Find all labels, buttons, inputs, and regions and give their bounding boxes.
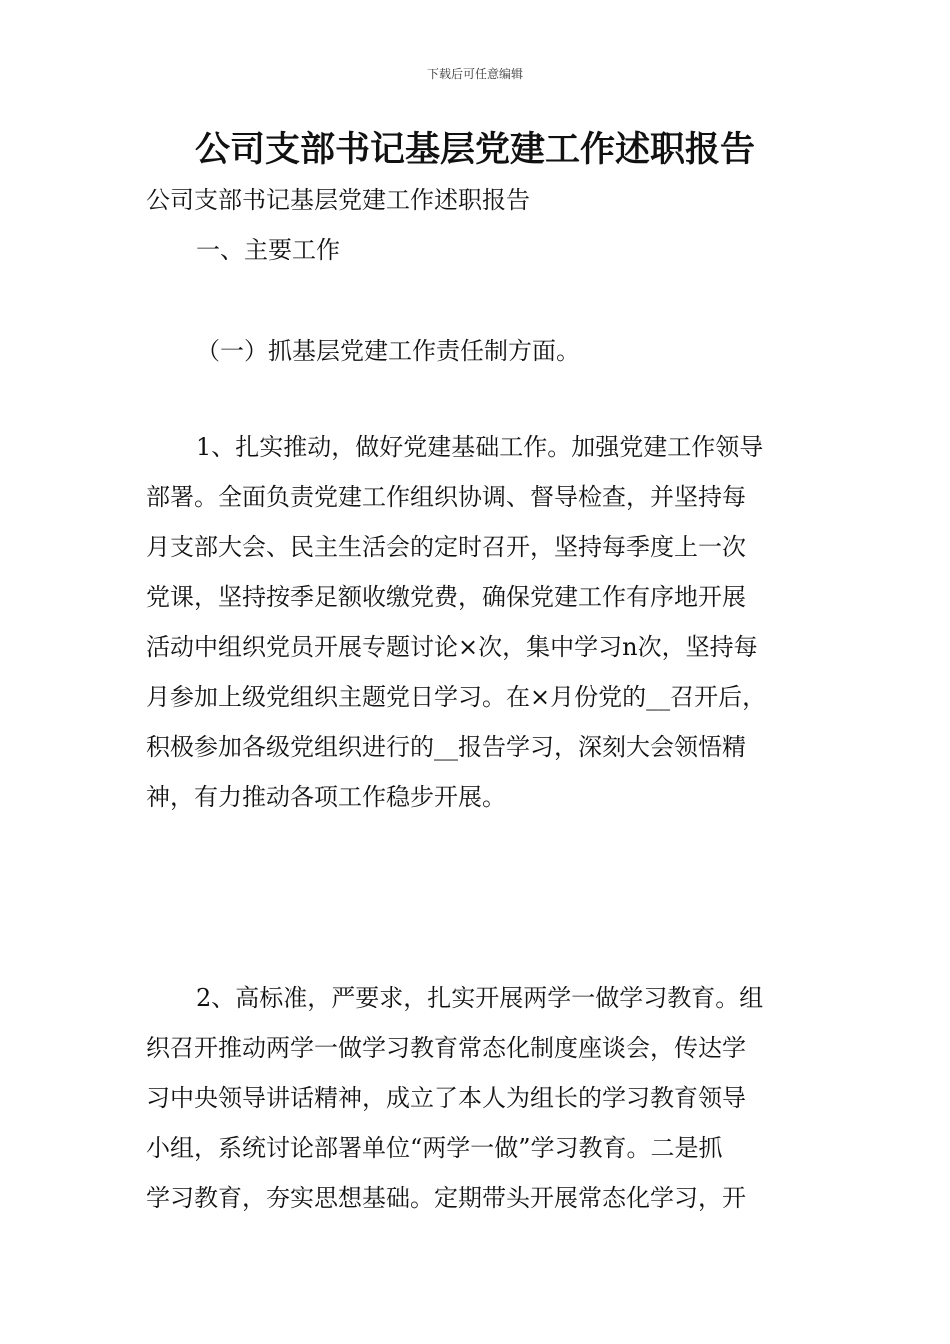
paragraph-line: 月支部大会、民主生活会的定时召开，坚持每季度上一次 <box>146 533 746 561</box>
document-title: 公司支部书记基层党建工作述职报告 <box>194 129 755 170</box>
paragraph-line: 习中央领导讲话精神，成立了本人为组长的学习教育领导 <box>146 1084 746 1112</box>
paragraph-line: 2、高标准，严要求，扎实开展两学一做学习教育。组 <box>196 984 764 1012</box>
paragraph-line: 月参加上级党组织主题党日学习。在×月份党的__召开后， <box>146 683 767 711</box>
paragraph-line: 1、扎实推动，做好党建基础工作。加强党建工作领导 <box>196 433 764 461</box>
paragraph-line: 积极参加各级党组织进行的__报告学习，深刻大会领悟精 <box>146 733 746 761</box>
paragraph-line: 党课，坚持按季足额收缴党费，确保党建工作有序地开展 <box>146 583 746 611</box>
page-header-note: 下载后可任意编辑 <box>426 67 523 81</box>
section-heading: 一、主要工作 <box>196 236 340 264</box>
paragraph-line: 活动中组织党员开展专题讨论×次，集中学习n次，坚持每 <box>146 633 758 661</box>
paragraph-line: 织召开推动两学一做学习教育常态化制度座谈会，传达学 <box>146 1034 746 1062</box>
paragraph-line: 部署。全面负责党建工作组织协调、督导检查，并坚持每 <box>146 483 746 511</box>
subsection-heading: （一）抓基层党建工作责任制方面。 <box>196 337 580 365</box>
paragraph-2 <box>146 983 846 1233</box>
paragraph-line: 小组，系统讨论部署单位“两学一做”学习教育。二是抓 <box>146 1134 723 1162</box>
document-subtitle: 公司支部书记基层党建工作述职报告 <box>146 186 530 214</box>
paragraph-line: 神，有力推动各项工作稳步开展。 <box>146 783 506 811</box>
paragraph-1 <box>146 432 846 832</box>
paragraph-line: 学习教育，夯实思想基础。定期带头开展常态化学习，开 <box>146 1184 746 1212</box>
